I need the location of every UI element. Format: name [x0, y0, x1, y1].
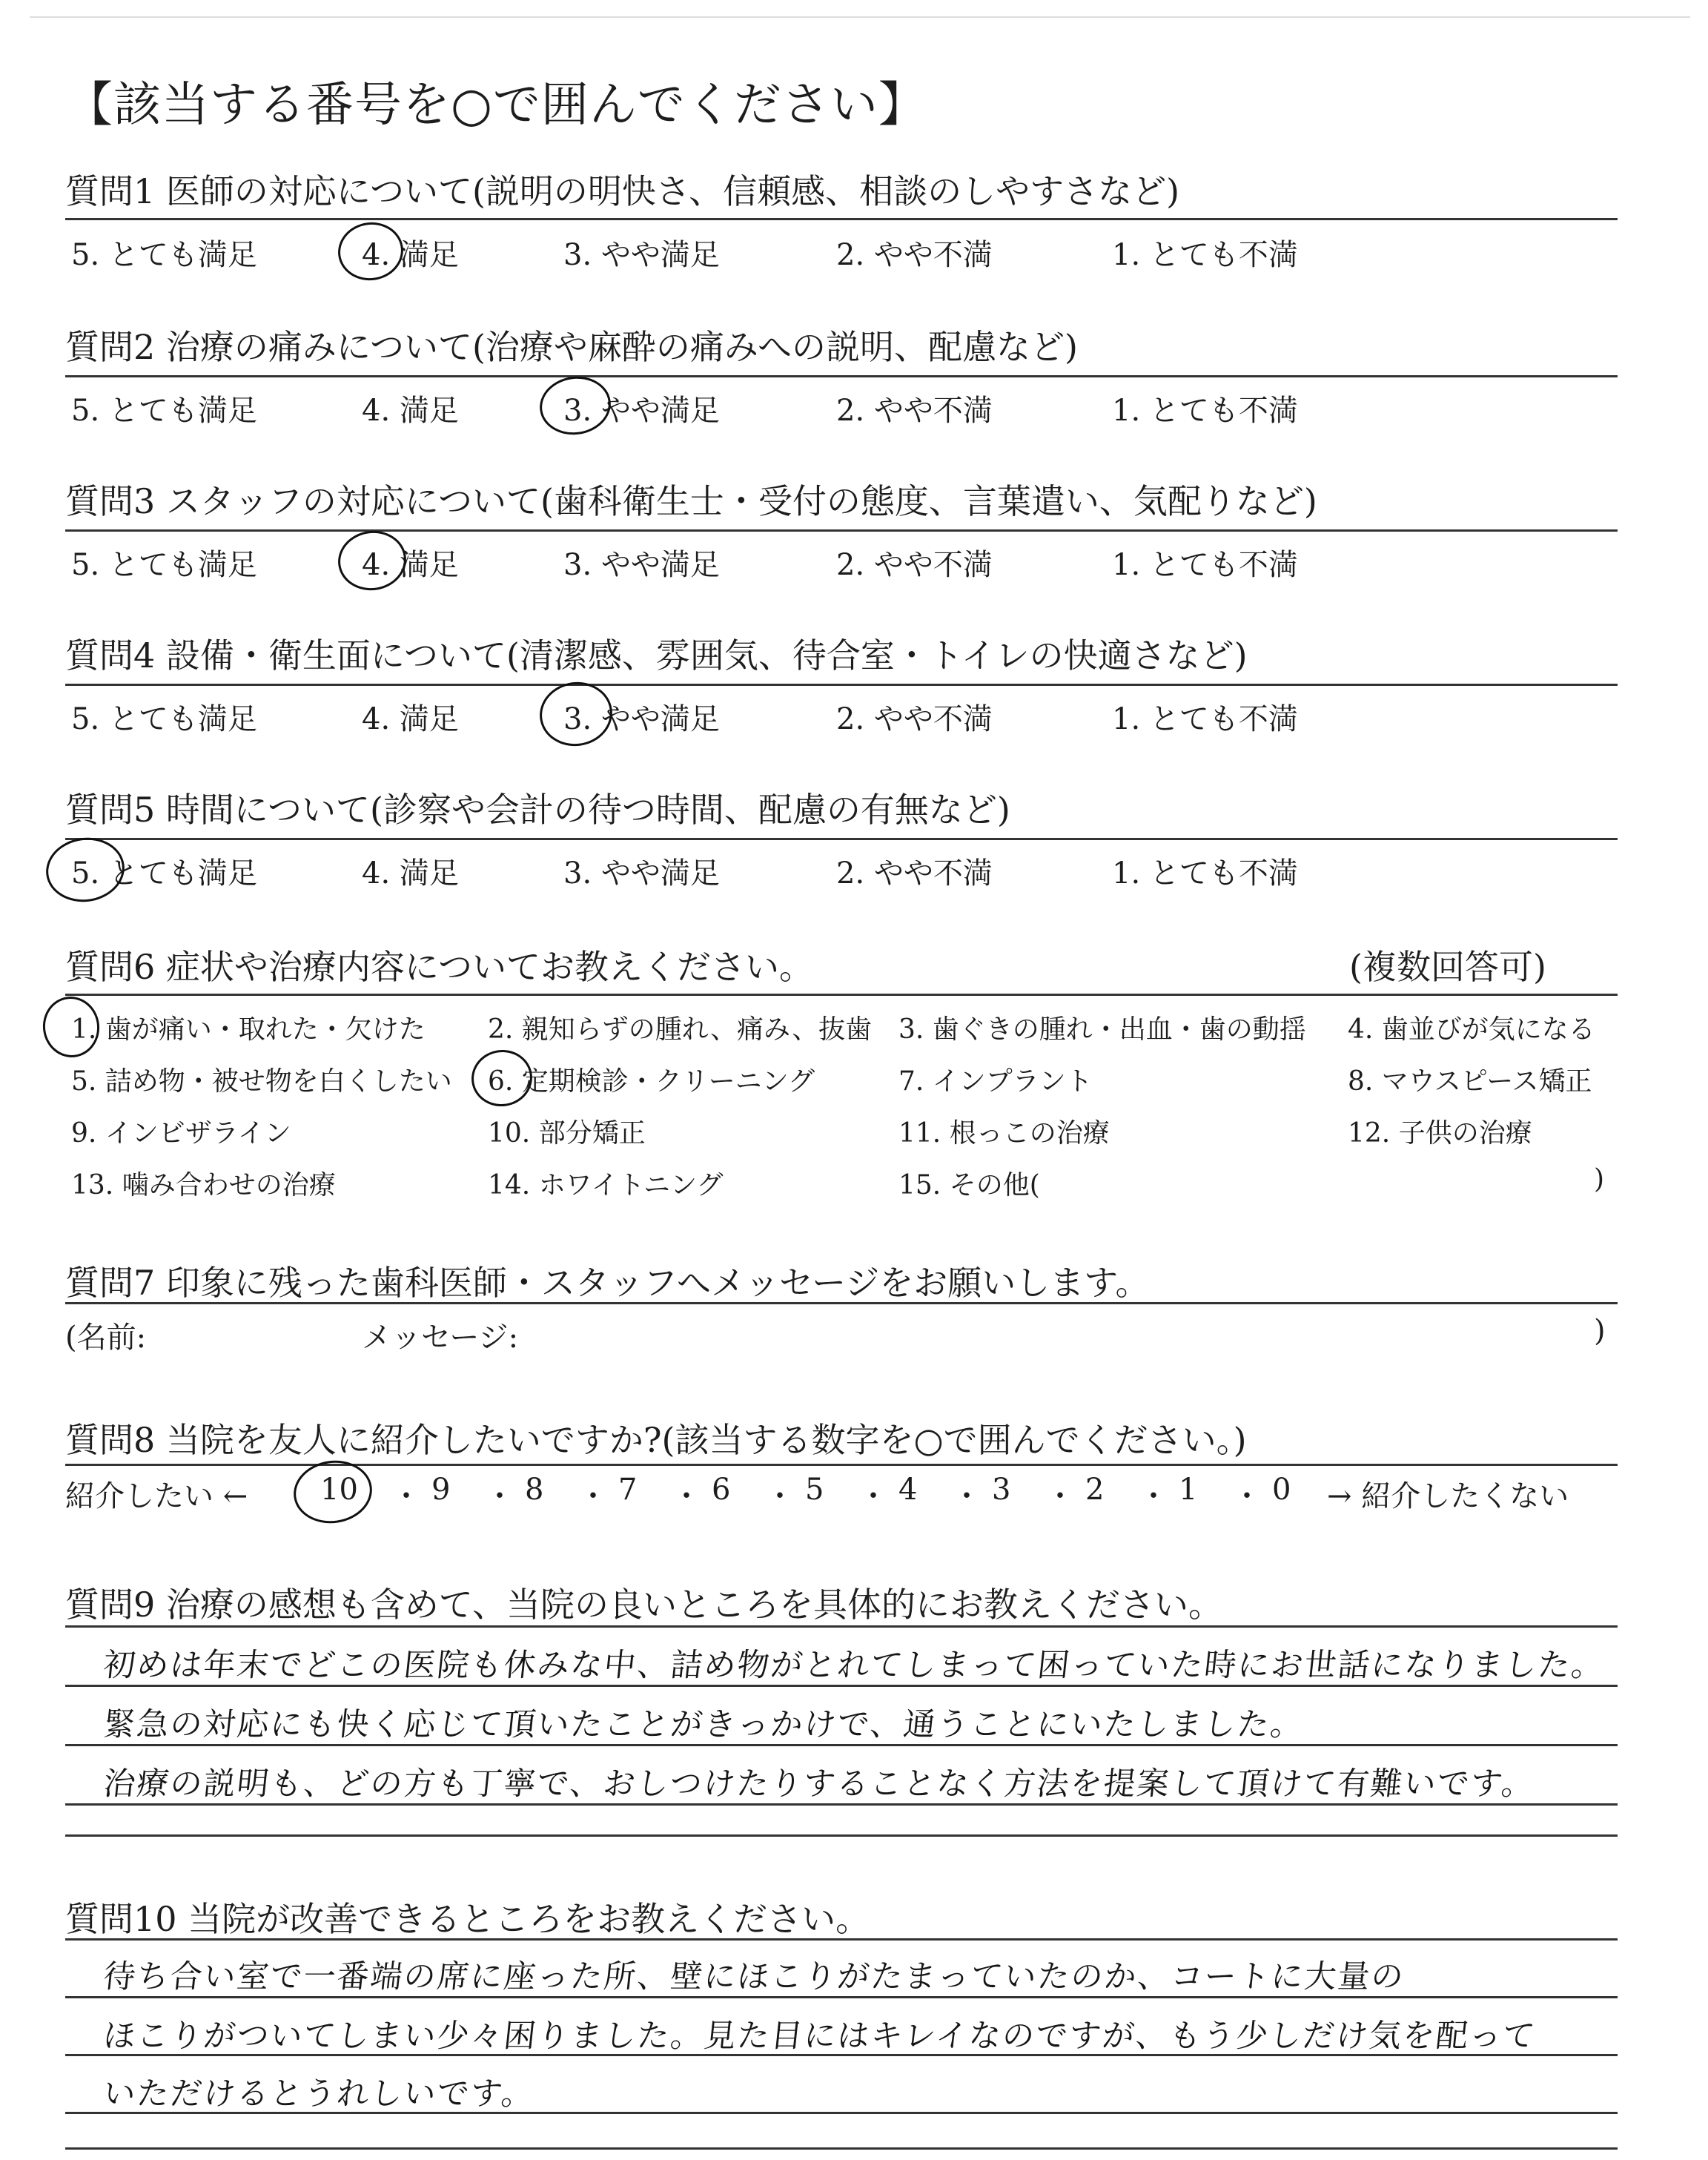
q8-dot: ・	[672, 1479, 701, 1513]
q4-option-5[interactable]: 5. とても満足	[71, 702, 257, 736]
question-5-title: 質問5 時間について(診察や会計の待つ時間、配慮の有無など)	[65, 790, 1010, 830]
q6-option-15-close: )	[1594, 1164, 1605, 1195]
q8-dot: ・	[1232, 1479, 1262, 1513]
q3-option-4[interactable]: 4. 満足	[362, 548, 459, 582]
question-6-rule	[65, 994, 1618, 996]
q3-selection-circle	[334, 526, 410, 595]
q8-score-7[interactable]: 7	[618, 1473, 638, 1507]
q4-option-2[interactable]: 2. やや不満	[836, 702, 993, 736]
q8-left-label: 紹介したい ←	[65, 1479, 248, 1513]
q1-option-3[interactable]: 3. やや満足	[563, 238, 720, 272]
question-9-title: 質問9 治療の感想も含めて、当院の良いところを具体的にお教えください。	[65, 1585, 1222, 1625]
q6-option-11[interactable]: 11. 根っこの治療	[898, 1118, 1110, 1149]
q7-close-paren: )	[1594, 1314, 1606, 1348]
q10-answer-line-1: 待ち合い室で一番端の席に座った所、壁にほこりがたまっていたのか、コートに大量の	[102, 1958, 1407, 1995]
q6-selection-circle-6	[468, 1046, 536, 1111]
q6-option-13[interactable]: 13. 噛み合わせの治療	[71, 1170, 336, 1200]
q1-option-4[interactable]: 4. 満足	[362, 238, 459, 272]
q2-option-5[interactable]: 5. とても満足	[71, 394, 257, 428]
q5-option-2[interactable]: 2. やや不満	[836, 856, 993, 891]
q2-option-2[interactable]: 2. やや不満	[836, 394, 993, 428]
q6-option-10[interactable]: 10. 部分矯正	[488, 1118, 646, 1149]
q10-line-1	[65, 1938, 1618, 1941]
q8-dot: ・	[1045, 1479, 1075, 1513]
q6-option-14[interactable]: 14. ホワイトニング	[488, 1170, 724, 1200]
q5-option-5[interactable]: 5. とても満足	[71, 856, 257, 891]
question-10-title: 質問10 当院が改善できるところをお教えください。	[65, 1899, 870, 1939]
q8-dot: ・	[391, 1479, 421, 1513]
q6-selection-circle-1	[39, 993, 104, 1061]
q6-option-5[interactable]: 5. 詰め物・被せ物を白くしたい	[71, 1066, 452, 1097]
q6-option-9[interactable]: 9. インビザライン	[71, 1118, 291, 1149]
question-3-rule	[65, 529, 1618, 532]
question-6-title: 質問6 症状や治療内容についてお教えください。	[65, 947, 813, 987]
q2-option-4[interactable]: 4. 満足	[362, 394, 459, 428]
question-6-note: (複数回答可)	[1349, 947, 1546, 987]
q5-option-1[interactable]: 1. とても不満	[1112, 856, 1298, 891]
q7-name-label: (名前:	[65, 1321, 147, 1355]
q6-option-15[interactable]: 15. その他(	[898, 1170, 1040, 1200]
question-4-title: 質問4 設備・衛生面について(清潔感、雰囲気、待合室・トイレの快適さなど)	[65, 635, 1248, 676]
q9-answer-line-3: 治療の説明も、どの方も丁寧で、おしつけたりすることなく方法を提案して頂けて有難いです。	[102, 1766, 1537, 1803]
q8-dot: ・	[952, 1479, 982, 1513]
q1-selection-circle	[334, 218, 407, 284]
q6-option-7[interactable]: 7. インプラント	[898, 1066, 1093, 1097]
q8-dot: ・	[765, 1479, 795, 1513]
q9-answer-line-2: 緊急の対応にも快く応じて頂いたことがきっかけで、通うことにいたしました。	[102, 1706, 1306, 1743]
q6-option-4[interactable]: 4. 歯並びが気になる	[1348, 1014, 1595, 1045]
page-top-border	[30, 16, 1690, 18]
q6-option-3[interactable]: 3. 歯ぐきの腫れ・出血・歯の動揺	[898, 1014, 1306, 1045]
q8-score-3[interactable]: 3	[992, 1473, 1011, 1507]
question-2-title: 質問2 治療の痛みについて(治療や麻酔の痛みへの説明、配慮など)	[65, 327, 1078, 367]
question-7-title: 質問7 印象に残った歯科医師・スタッフへメッセージをお願いします。	[65, 1263, 1150, 1303]
q8-score-6[interactable]: 6	[712, 1473, 731, 1507]
q4-option-3[interactable]: 3. やや満足	[563, 702, 720, 736]
q6-option-12[interactable]: 12. 子供の治療	[1348, 1118, 1532, 1149]
q9-line-1	[65, 1625, 1618, 1628]
q8-dot: ・	[1139, 1479, 1168, 1513]
q6-option-6[interactable]: 6. 定期検診・クリーニング	[488, 1066, 815, 1097]
q8-selection-circle	[290, 1456, 377, 1528]
q1-option-2[interactable]: 2. やや不満	[836, 238, 993, 272]
q3-option-2[interactable]: 2. やや不満	[836, 548, 993, 582]
q8-score-0[interactable]: 0	[1272, 1473, 1291, 1507]
q8-score-4[interactable]: 4	[898, 1473, 918, 1507]
q10-answer-line-3: いただけるとうれしいです。	[102, 2075, 537, 2113]
q8-score-2[interactable]: 2	[1085, 1473, 1105, 1507]
question-8-title: 質問8 当院を友人に紹介したいですか?(該当する数字を○で囲んでください。)	[65, 1420, 1247, 1460]
q4-option-1[interactable]: 1. とても不満	[1112, 702, 1298, 736]
q8-score-8[interactable]: 8	[525, 1473, 544, 1507]
question-7-rule	[65, 1302, 1618, 1304]
q5-option-4[interactable]: 4. 満足	[362, 856, 459, 891]
q9-answer-line-1: 初めは年末でどこの医院も休みな中、詰め物がとれてしまって困っていた時にお世話になりました。	[102, 1647, 1607, 1684]
q4-option-4[interactable]: 4. 満足	[362, 702, 459, 736]
q1-option-5[interactable]: 5. とても満足	[71, 238, 257, 272]
question-3-title: 質問3 スタッフの対応について(歯科衛生士・受付の態度、言葉遣い、気配りなど)	[65, 481, 1317, 521]
q8-right-label: → 紹介したくない	[1327, 1479, 1569, 1513]
q7-message-label: メッセージ:	[362, 1321, 519, 1355]
q8-dot: ・	[485, 1479, 514, 1513]
q5-selection-circle	[42, 833, 129, 907]
q6-option-8[interactable]: 8. マウスピース矯正	[1348, 1066, 1592, 1097]
question-4-rule	[65, 684, 1618, 686]
q5-option-3[interactable]: 3. やや満足	[563, 856, 720, 891]
question-1-title: 質問1 医師の対応について(説明の明快さ、信頼感、相談のしやすさなど)	[65, 171, 1180, 211]
q3-option-5[interactable]: 5. とても満足	[71, 548, 257, 582]
q8-dot: ・	[858, 1479, 888, 1513]
q10-line-5	[65, 2147, 1618, 2150]
question-2-rule	[65, 375, 1618, 377]
q1-option-1[interactable]: 1. とても不満	[1112, 238, 1298, 272]
q9-line-5	[65, 1834, 1618, 1837]
question-5-rule	[65, 838, 1618, 840]
q8-dot: ・	[578, 1479, 608, 1513]
q2-option-3[interactable]: 3. やや満足	[563, 394, 720, 428]
form-heading: 【該当する番号を○で囲んでください】	[65, 78, 927, 133]
q3-option-3[interactable]: 3. やや満足	[563, 548, 720, 582]
q8-score-1[interactable]: 1	[1179, 1473, 1198, 1507]
question-1-rule	[65, 218, 1618, 220]
question-8-rule	[65, 1464, 1618, 1466]
q3-option-1[interactable]: 1. とても不満	[1112, 548, 1298, 582]
q8-score-9[interactable]: 9	[431, 1473, 451, 1507]
q6-option-1[interactable]: 1. 歯が痛い・取れた・欠けた	[71, 1014, 426, 1045]
q6-option-2[interactable]: 2. 親知らずの腫れ、痛み、抜歯	[488, 1014, 873, 1045]
q8-score-5[interactable]: 5	[805, 1473, 824, 1507]
q2-option-1[interactable]: 1. とても不満	[1112, 394, 1298, 428]
q4-selection-circle	[535, 678, 616, 751]
q10-answer-line-2: ほこりがついてしまい少々困りました。見た目にはキレイなのですが、もう少しだけ気を配って	[102, 2018, 1538, 2055]
q8-score-10[interactable]: 10	[320, 1473, 358, 1507]
